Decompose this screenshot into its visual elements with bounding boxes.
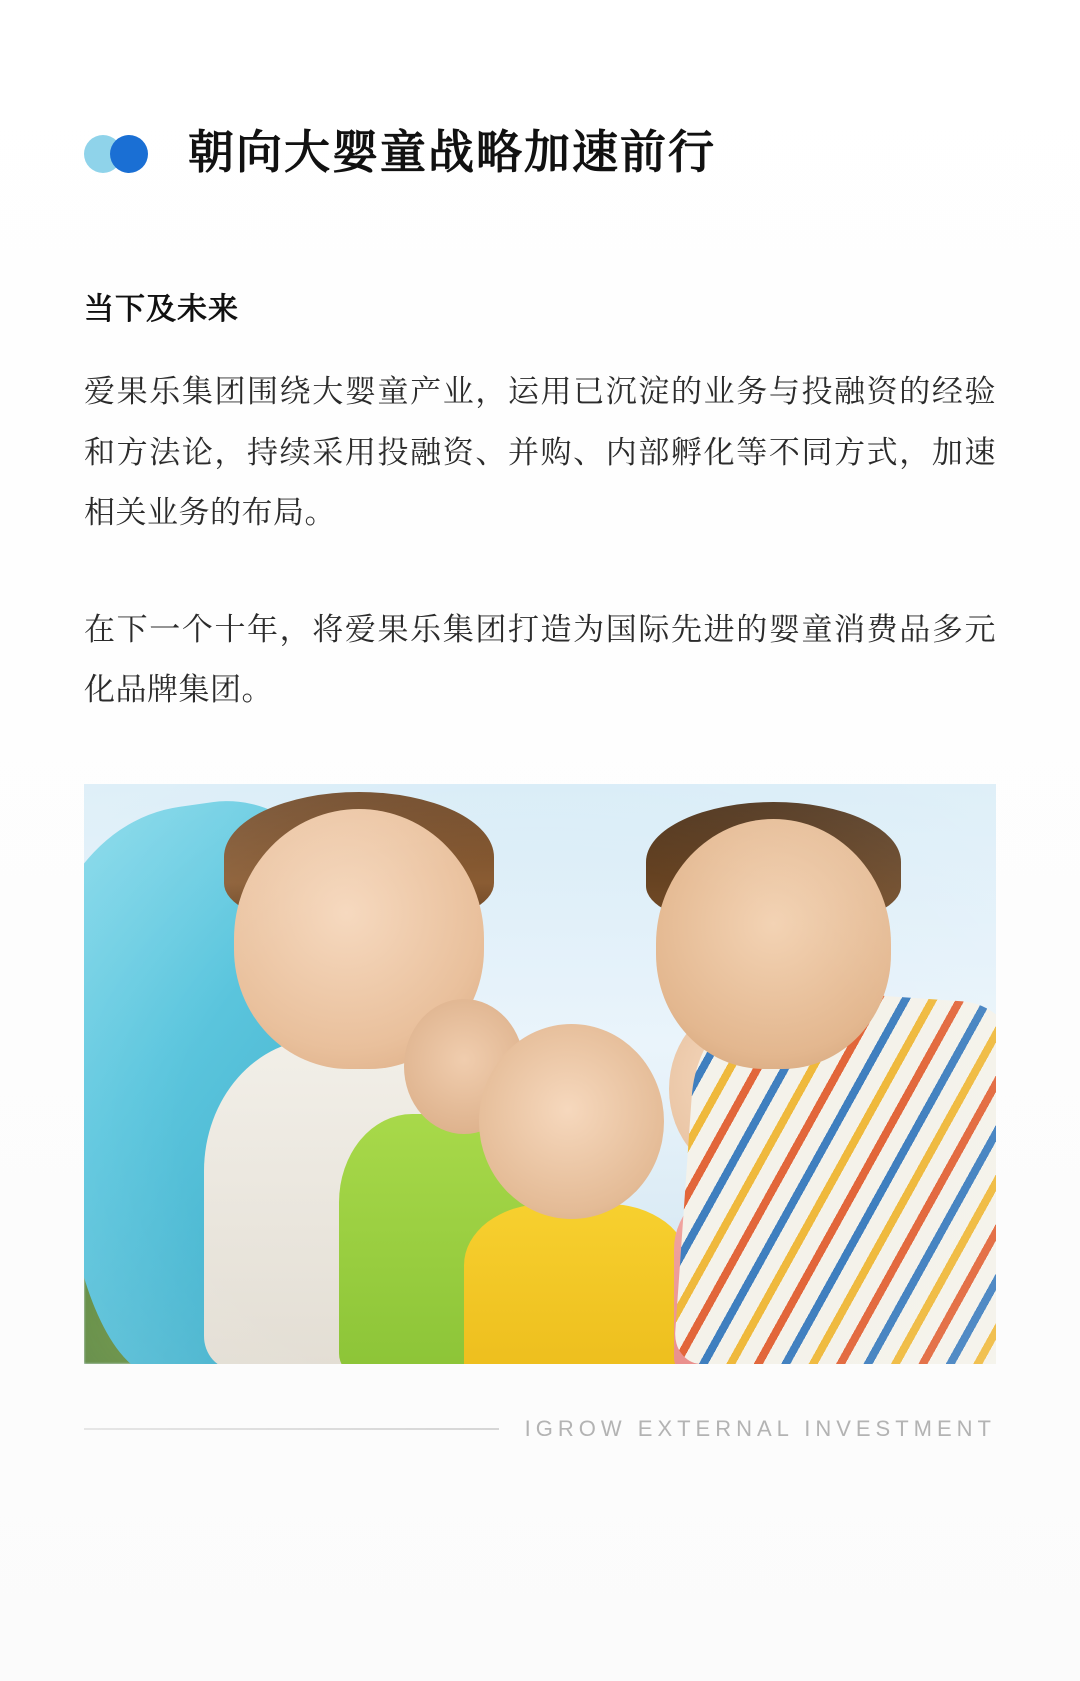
article-content: [84, 284, 996, 720]
paragraph-1: 爱果乐集团围绕大婴童产业，运用已沉淀的业务与投融资的经验和方法论，持续采用投融资、并购、内部孵化等不同方式，加速相关业务的布局。: [84, 374, 996, 531]
page-title: 朝向大婴童战略加速前行: [188, 125, 716, 178]
photo-child-striped-face: [656, 819, 891, 1069]
children-photo: [84, 784, 996, 1364]
logo-dot-dark: [110, 135, 148, 173]
photo-child-yellow-face: [479, 1024, 664, 1219]
photo-child-yellow-shirt: [464, 1204, 689, 1364]
page-header: [84, 0, 996, 208]
page-footer: [84, 1416, 996, 1442]
section-subtitle: 当下及未来: [84, 293, 239, 327]
footer-label: IGROW EXTERNAL INVESTMENT: [524, 1416, 996, 1442]
paragraph-2: 在下一个十年，将爱果乐集团打造为国际先进的婴童消费品多元化品牌集团。: [84, 611, 996, 707]
footer-divider: [84, 1428, 499, 1430]
igrow-logo-icon: [84, 131, 162, 173]
